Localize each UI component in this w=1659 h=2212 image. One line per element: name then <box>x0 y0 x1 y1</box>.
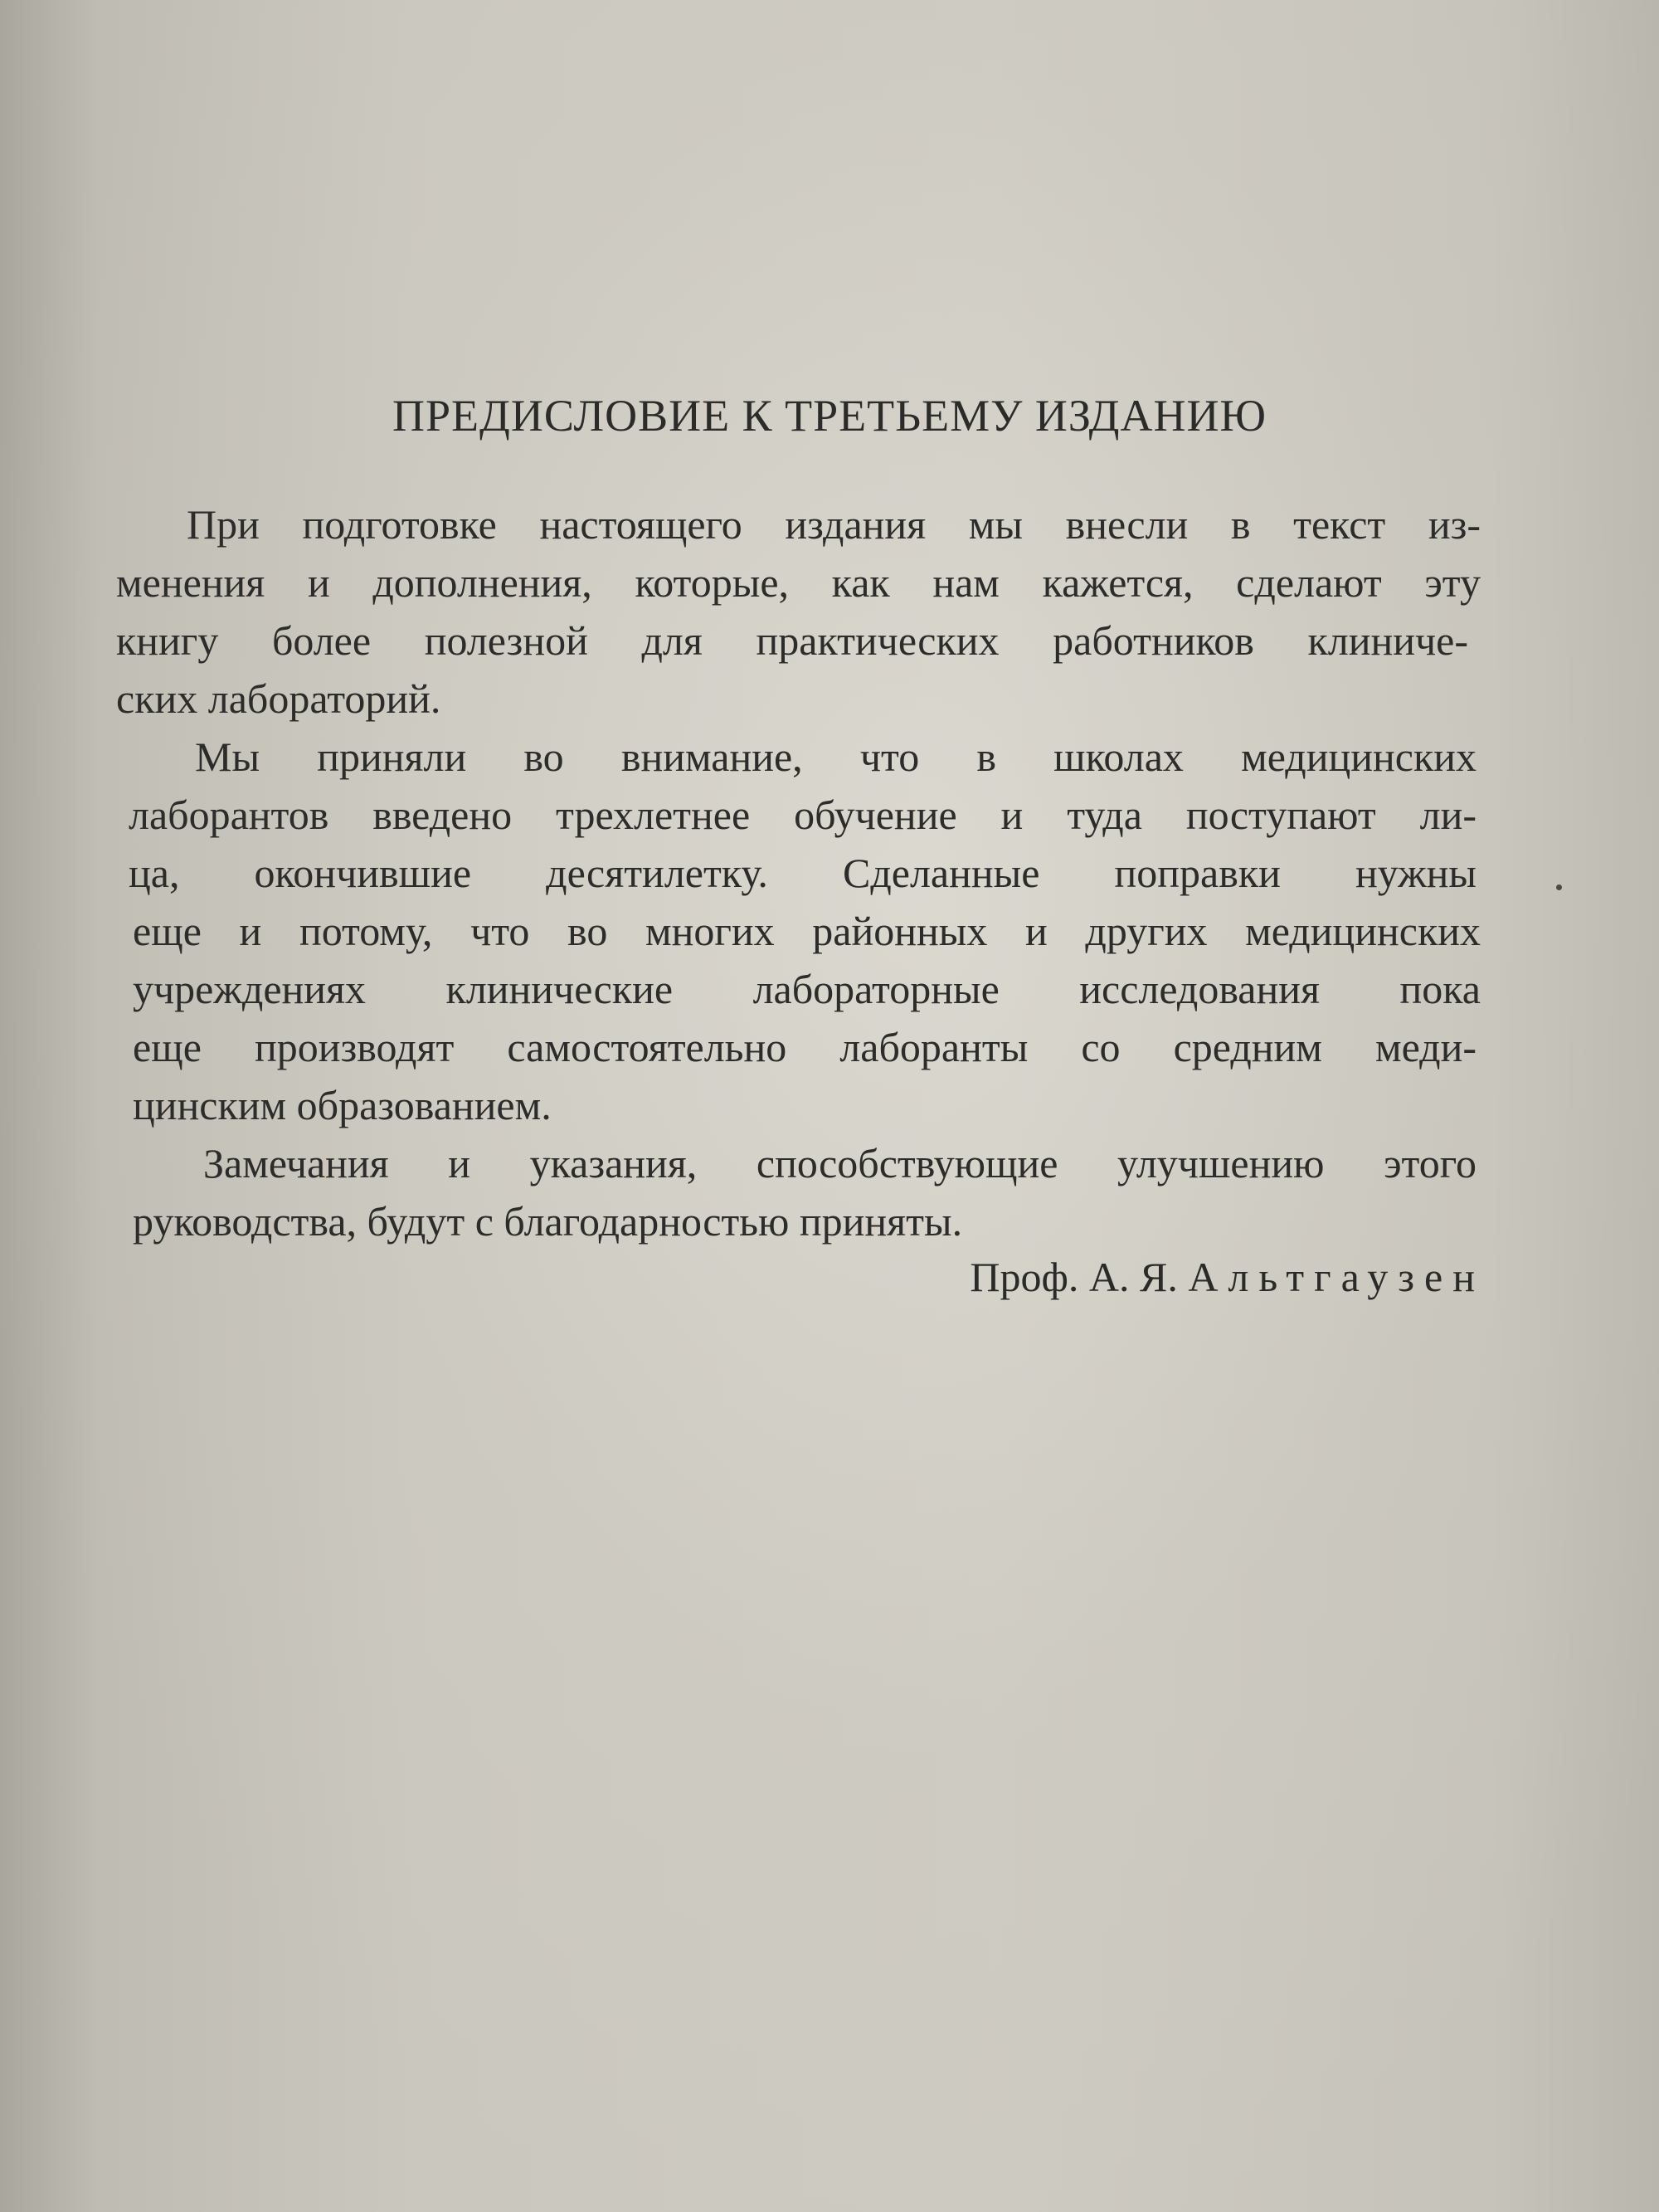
paragraph-1-line-3: книгу более полезной для практических работников клиниче- <box>116 617 1468 664</box>
paragraph-2-line-4: еще и потому, что во многих районных и других медицинских <box>133 908 1481 954</box>
paragraph-2-line-1: Мы приняли во внимание, что в школах медицинских <box>195 733 1477 780</box>
paragraph-1-line-2: менения и дополнения, которые, как нам кажется, сделают эту <box>116 559 1481 606</box>
paragraph-2-line-2: лаборантов введено трехлетнее обучение и туда поступают ли- <box>129 792 1477 838</box>
paragraph-2-line-7: цинским образованием. <box>133 1082 552 1128</box>
paper-speck <box>1556 884 1562 890</box>
signature-prefix: Проф. А. Я. <box>970 1254 1178 1300</box>
paragraph-1-line-4: ских лабораторий. <box>116 675 441 722</box>
paragraph-3-line-2: руководства, будут с благодарностью приняты. <box>133 1198 963 1245</box>
paragraph-2-line-3: ца, окончившие десятилетку. Сделанные поправки нужны <box>129 850 1477 896</box>
page-title: ПРЕДИСЛОВИЕ К ТРЕТЬЕМУ ИЗДАНИЮ <box>392 391 1267 441</box>
author-signature <box>970 1253 1485 1301</box>
paragraph-1-line-1: При подготовке настоящего издания мы внесли в текст из- <box>187 501 1481 548</box>
signature-name: Альтгаузен <box>1188 1254 1485 1300</box>
paragraph-3-line-1: Замечания и указания, способствующие улучшению этого <box>203 1140 1477 1186</box>
paragraph-2-line-6: еще производят самостоятельно лаборанты со средним меди- <box>133 1024 1477 1070</box>
paragraph-2-line-5: учреждениях клинические лабораторные исследования пока <box>133 966 1481 1012</box>
